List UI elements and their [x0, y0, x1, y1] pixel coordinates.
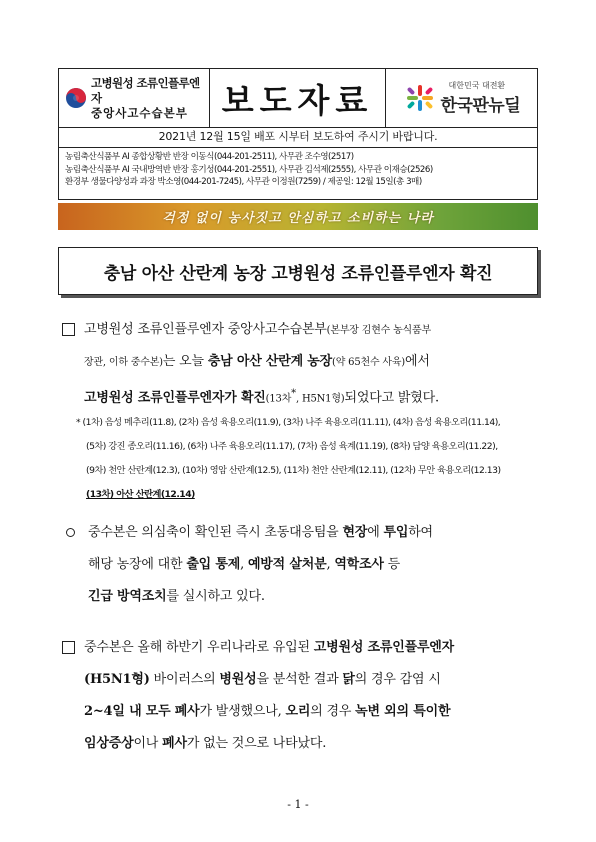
text-span: (본부장 김현수 농식품부 — [326, 325, 431, 336]
text-span: 역학조사 — [334, 557, 384, 572]
text-span: 현장 — [342, 525, 368, 540]
text-span: 폐사 — [162, 736, 187, 751]
press-release-title: 보도자료 — [221, 80, 374, 120]
text-span: 에 — [367, 525, 384, 540]
brand-cell — [386, 69, 537, 127]
text-span: 이나 — [133, 736, 163, 751]
text-span: 병원성 — [219, 672, 257, 687]
text-span: 에서 — [405, 354, 430, 369]
footnote-line-current: (13차) 아산 산란계(12.14) — [86, 489, 195, 500]
text-span: 가 없는 것으로 나타났다. — [186, 736, 327, 751]
agency-name-line1: 고병원성 조류인플루엔자 — [91, 75, 200, 105]
footnote-line: * (1차) 음성 메추리(11.8), (2차) 음성 육용오리(11.9), (3차) 나주 육용오리(11.11), (4차) 음성 육용오리(11.14), — [76, 417, 501, 428]
contact-line: 농림축산식품부 AI 국내방역반 반장 홍기성(044-201-2551), 사무관 김석제(2555), 사무관 이재승(2526) — [65, 164, 433, 175]
text-span: 가 발생했으나, — [199, 704, 286, 719]
text-span: 고병원성 조류인플루엔자 중앙사고수습본부 — [84, 322, 327, 337]
text-span: 닭 — [342, 672, 355, 687]
text-span: (13차 — [265, 393, 292, 405]
text-span: 긴급 방역조치 — [88, 589, 167, 604]
paragraph-line — [84, 633, 454, 663]
government-emblem-icon — [65, 87, 87, 109]
text-span: 는 오늘 — [162, 354, 208, 369]
slogan-banner — [58, 203, 538, 230]
text-span: , — [240, 557, 248, 572]
text-span: 2~4일 내 모두 폐사 — [84, 704, 200, 719]
headline: 충남 아산 산란계 농장 고병원성 조류인플루엔자 확진 — [103, 263, 493, 284]
text-span: 의 경우 감염 시 — [354, 672, 441, 687]
text-span: 하여 — [408, 525, 433, 540]
headline-box — [58, 247, 538, 295]
text-span: 장관, 이하 중수본) — [84, 357, 163, 368]
text-span: 를 실시하고 있다. — [166, 589, 265, 604]
text-span: 투입 — [383, 525, 409, 540]
text-span: , — [326, 557, 335, 572]
text-span: 해당 농장에 대한 — [88, 557, 187, 572]
agency-name-line2: 중앙사고수습본부 — [91, 105, 188, 120]
circle-bullet-icon — [66, 528, 75, 537]
press-header — [58, 68, 538, 128]
contact-line: 농림축산식품부 AI 종합상황반 반장 이동식(044-201-2511), 사무관 조수영(2517) — [65, 152, 354, 162]
text-span: 의 경우 — [310, 704, 356, 719]
paragraph-line — [84, 379, 439, 414]
slogan-text: 걱정 없이 농사짓고 안심하고 소비하는 나라 — [162, 211, 434, 226]
text-span: 등 — [383, 557, 401, 572]
text-span: 충남 아산 산란계 농장 — [207, 354, 333, 369]
brand-name: 한국판뉴딜 — [440, 96, 521, 116]
embargo-notice: 2021년 12월 15일 배포 시부터 보도하여 주시기 바랍니다. — [58, 128, 538, 148]
paragraph-line — [84, 315, 431, 346]
square-bullet-icon — [62, 323, 75, 336]
paragraph-line — [88, 518, 433, 548]
text-span: 되었다고 밝혔다. — [344, 390, 439, 406]
korean-new-deal-logo-icon — [403, 83, 437, 113]
agency-name — [91, 76, 209, 121]
text-span: 오리 — [285, 704, 311, 719]
footnote-line: (5차) 강진 종오리(11.16), (6차) 나주 육용오리(11.17), (7차) 음성 육계(11.19), (8차) 담양 육용오리(11.22), — [86, 441, 498, 452]
footnote-line: (9차) 천안 산란계(12.3), (10차) 영암 산란계(12.5), (11차) 천안 산란계(12.11), (12차) 무안 육용오리(12.13) — [86, 465, 501, 476]
brand-text — [441, 80, 521, 116]
text-span: 고병원성 조류인플루엔자 — [313, 640, 455, 655]
contact-info — [58, 148, 538, 200]
text-span: 바이러스의 — [149, 672, 220, 687]
text-span: , H5N1형) — [295, 393, 345, 405]
page-number: - 1 - — [287, 798, 309, 811]
text-span: 중수본은 올해 하반기 우리나라로 유입된 — [84, 640, 314, 655]
text-span: (약 65천수 사육) — [332, 357, 406, 368]
footnote-marker: * — [291, 388, 296, 399]
brand-tagline: 대한민국 대전환 — [448, 81, 506, 90]
text-span: (H5N1형) — [84, 672, 150, 687]
title-cell — [210, 69, 385, 127]
paragraph-line — [88, 582, 265, 612]
text-span: 녹변 외의 특이한 — [355, 704, 451, 719]
contact-line: 환경부 생물다양성과 과장 박소영(044-201-7245), 사무관 이정원(7259) / 제공일: 12월 15일(총 3매) — [65, 177, 422, 187]
paragraph-line — [88, 550, 400, 580]
text-span: 을 분석한 결과 — [256, 672, 343, 687]
paragraph-line — [84, 697, 450, 727]
square-bullet-icon — [62, 641, 75, 654]
agency-cell — [59, 69, 210, 127]
text-span: 고병원성 조류인플루엔자가 확진 — [84, 390, 266, 406]
paragraph-line — [84, 347, 430, 378]
text-span: 예방적 살처분 — [247, 557, 327, 572]
text-span: 출입 통제 — [186, 557, 241, 572]
text-span: 중수본은 의심축이 확인된 즉시 초동대응팀을 — [88, 525, 343, 540]
paragraph-line — [84, 729, 326, 759]
text-span: 임상증상 — [84, 736, 134, 751]
paragraph-line — [84, 665, 441, 695]
